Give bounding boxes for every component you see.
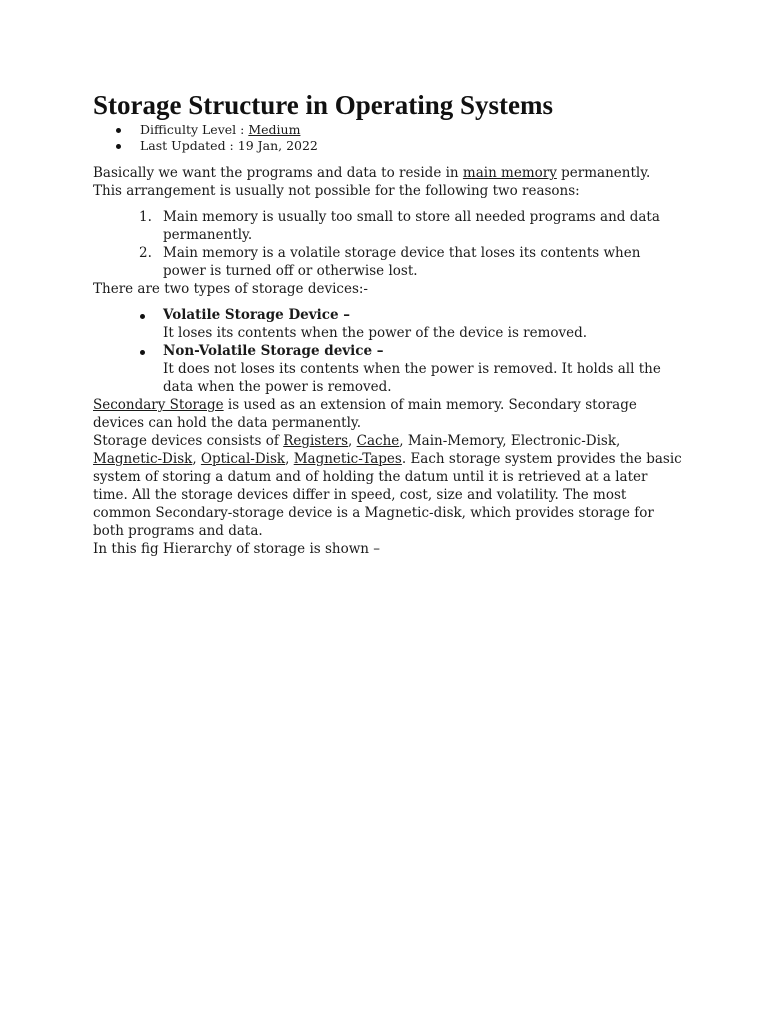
separator: , xyxy=(348,433,357,449)
cache-link[interactable]: Cache xyxy=(356,433,400,449)
types-intro: There are two types of storage devices:- xyxy=(93,281,368,297)
secondary-storage-text: is used as an extension of main memory. Secondary storage devices can hold the data permanently. xyxy=(93,397,637,431)
separator: , xyxy=(192,451,201,467)
list-item xyxy=(93,208,683,244)
magnetic-disk-link[interactable]: Magnetic-Disk xyxy=(93,451,193,467)
list-item xyxy=(93,244,683,280)
article-body xyxy=(93,164,683,558)
optical-disk-link[interactable]: Optical-Disk xyxy=(200,451,286,467)
devices-text: Storage devices consists of xyxy=(93,433,284,449)
devices-text-end: . Each storage system provides the basic system of storing a datum and of holding the datum until it is retrieved at a later time. All the storage devices differ in speed, cost, size and volatility. The most common Secondary-storage device is a Magnetic-disk, which provides storage for both programs and data. xyxy=(93,451,682,539)
article-meta xyxy=(93,122,683,154)
reasons-list xyxy=(93,208,683,280)
hierarchy-caption: In this fig Hierarchy of storage is shown – xyxy=(93,541,381,557)
storage-devices-paragraph xyxy=(93,432,683,540)
secondary-storage-paragraph xyxy=(93,396,683,432)
list-item-text: Main memory is usually too small to store all needed programs and data permanently. xyxy=(163,209,660,243)
list-number: 1. xyxy=(139,209,152,225)
type-heading: Non-Volatile Storage device – xyxy=(163,343,384,359)
secondary-storage-link[interactable]: Secondary Storage xyxy=(93,397,224,413)
list-item-text: Main memory is a volatile storage device that loses its contents when power is turned off or otherwise lost. xyxy=(163,245,641,279)
intro-text-cont: permanently. This arrangement is usually not possible for the following two reasons: xyxy=(93,165,651,199)
magnetic-tapes-link[interactable]: Magnetic-Tapes xyxy=(293,451,402,467)
list-item xyxy=(93,342,683,396)
list-number: 2. xyxy=(139,245,152,261)
type-description: It loses its contents when the power of the device is removed. xyxy=(163,325,588,341)
separator: , xyxy=(285,451,294,467)
devices-text-cont: , Main-Memory, Electronic-Disk, xyxy=(399,433,621,449)
list-item xyxy=(93,306,683,342)
difficulty-label: Difficulty Level : xyxy=(140,122,249,137)
difficulty-level xyxy=(93,122,683,138)
storage-types-list xyxy=(93,306,683,396)
intro-text: Basically we want the programs and data to reside in xyxy=(93,165,463,181)
document-page xyxy=(93,88,683,558)
main-memory-link[interactable]: main memory xyxy=(462,165,557,181)
type-description: It does not loses its contents when the power is removed. It holds all the data when the power is removed. xyxy=(163,361,661,395)
intro-paragraph xyxy=(93,164,683,200)
difficulty-link[interactable]: Medium xyxy=(248,122,301,137)
type-heading: Volatile Storage Device – xyxy=(163,307,351,323)
registers-link[interactable]: Registers xyxy=(283,433,349,449)
last-updated: Last Updated : 19 Jan, 2022 xyxy=(93,138,683,154)
page-title: Storage Structure in Operating Systems xyxy=(93,90,553,120)
